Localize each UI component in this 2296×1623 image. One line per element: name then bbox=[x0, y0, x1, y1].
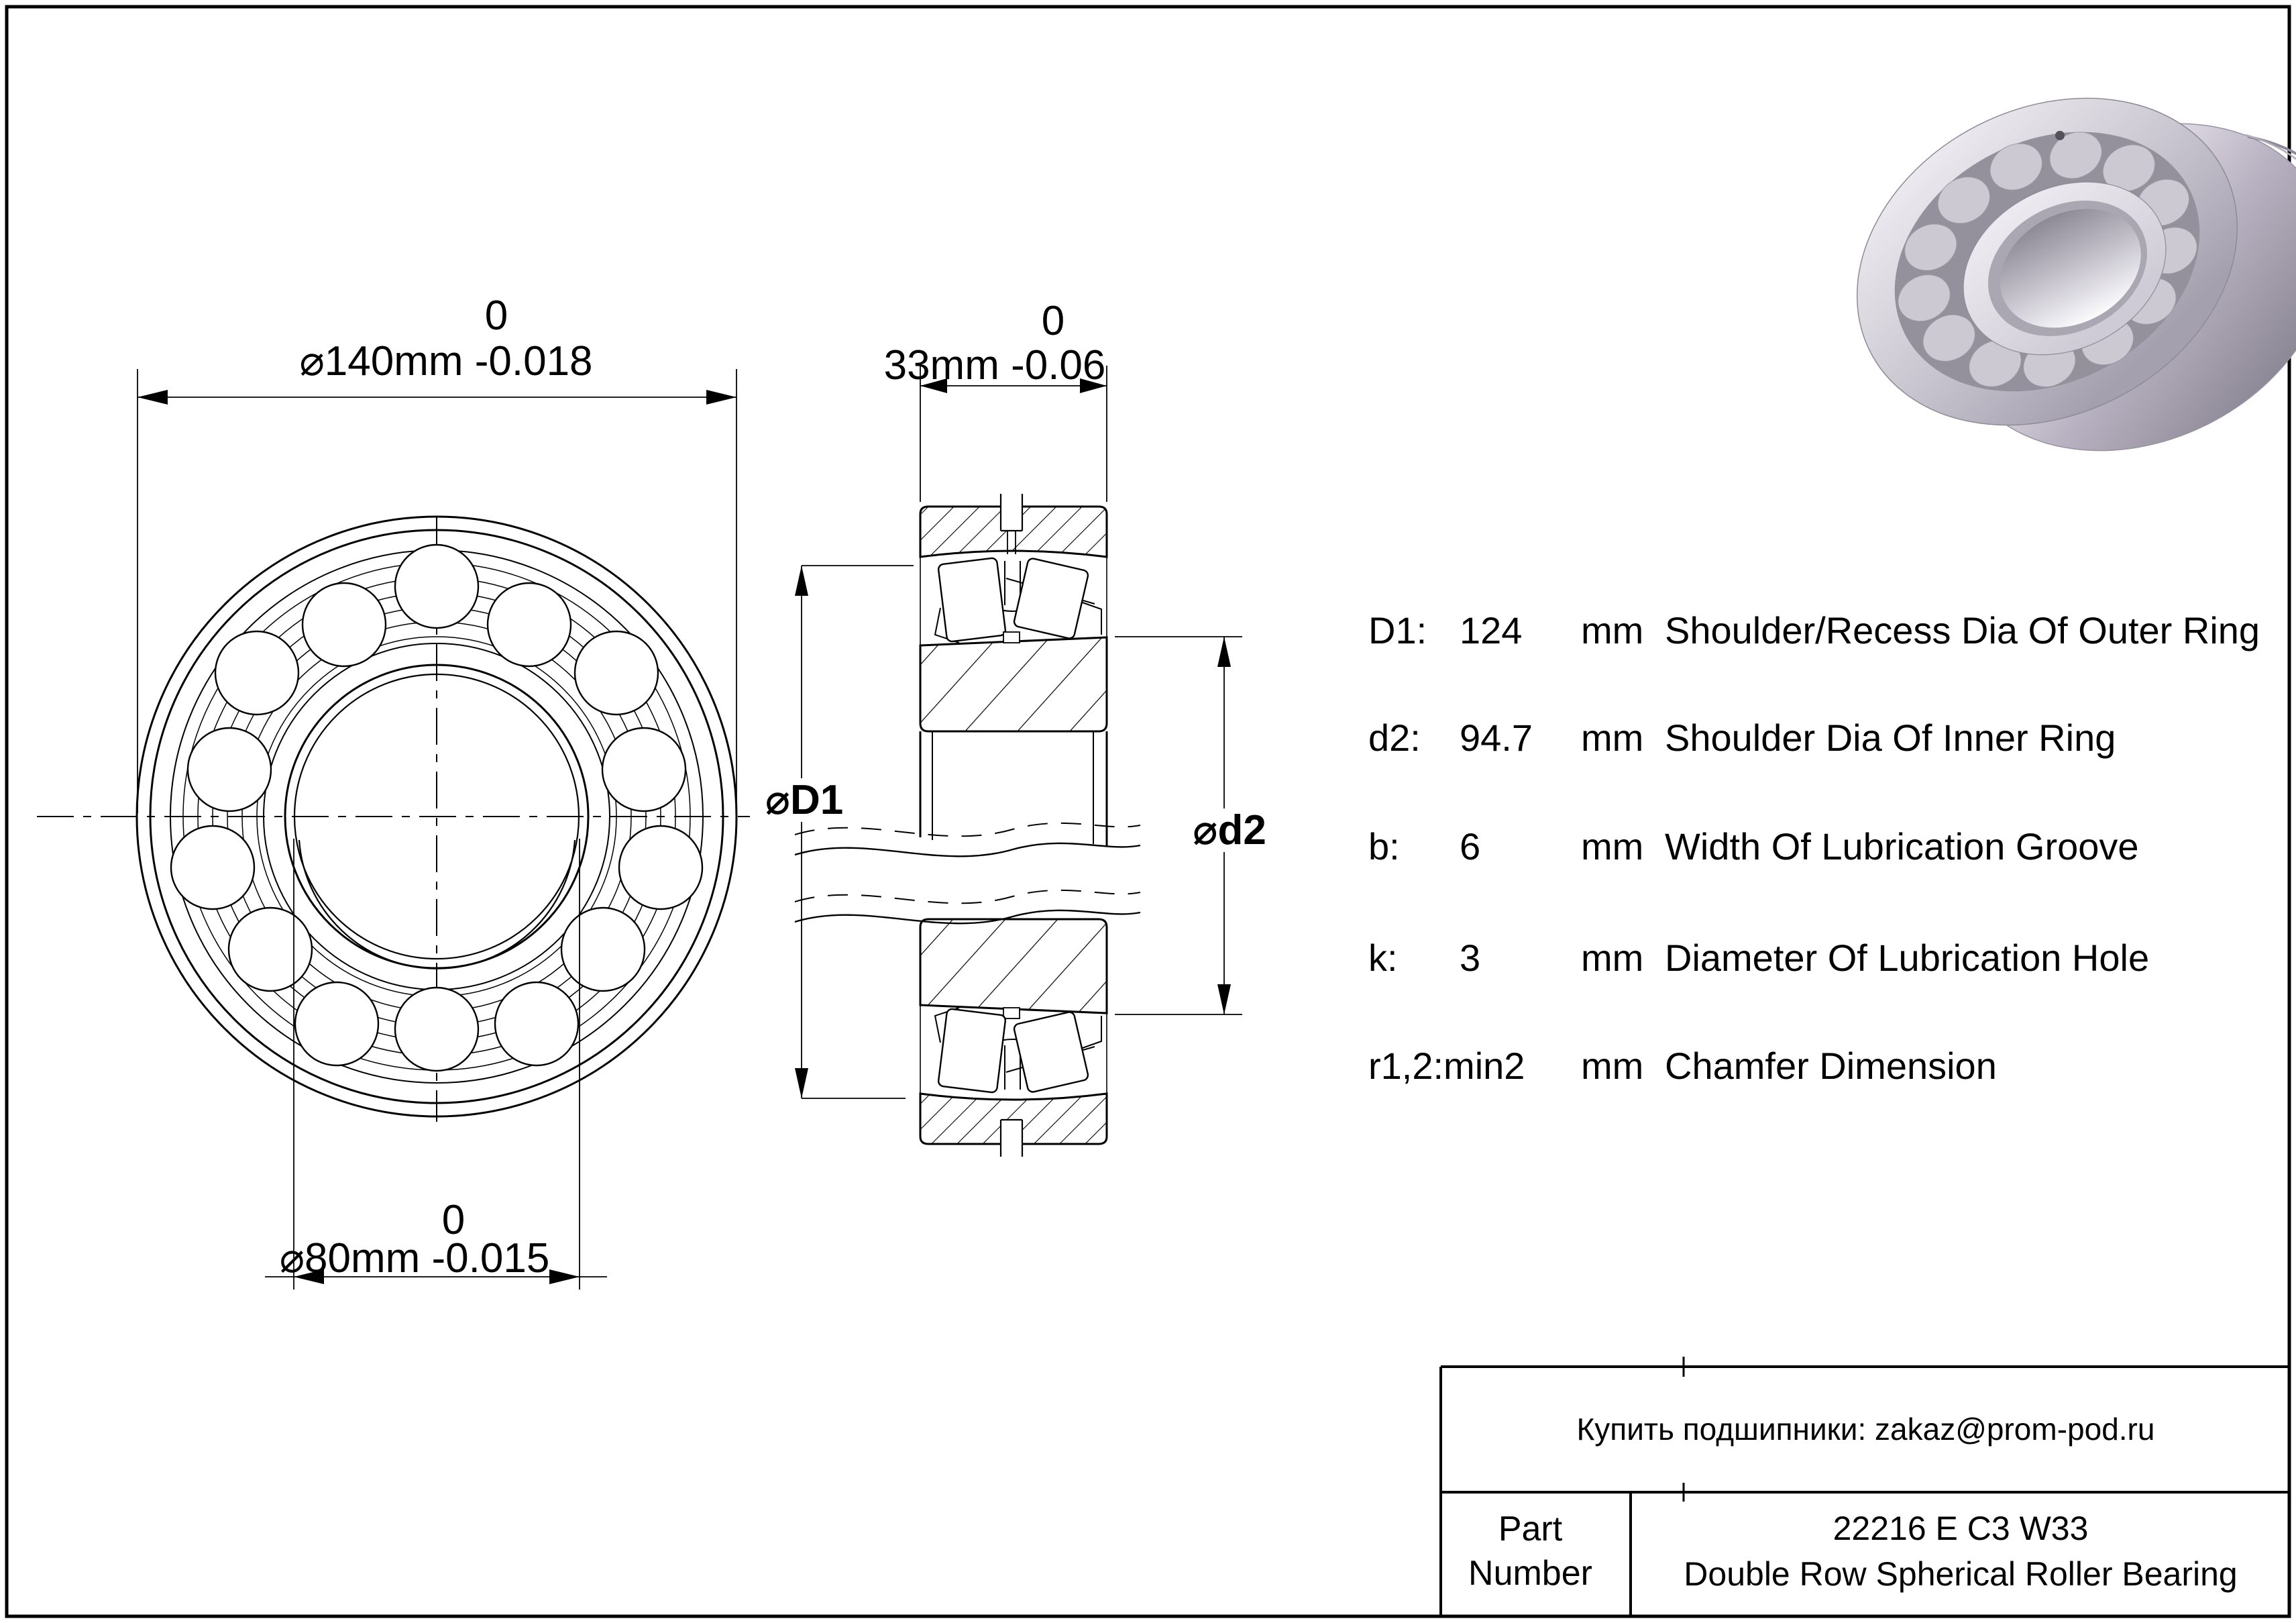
d1-dim-label: ⌀D1 bbox=[750, 778, 859, 822]
spec-label: r1,2:min2 bbox=[1368, 1045, 1525, 1087]
break-lines bbox=[795, 823, 1140, 923]
bore-dim-tolerance: 0 bbox=[441, 1197, 466, 1243]
bore-dim-text: ⌀80mm -0.015 bbox=[279, 1235, 550, 1281]
outer-dim-tolerance: 0 bbox=[484, 293, 508, 339]
front-view bbox=[37, 369, 771, 1290]
inner-ring-top-section bbox=[920, 637, 1107, 731]
spec-unit: mm bbox=[1581, 825, 1644, 868]
lubrication-groove-bottom bbox=[1001, 1120, 1022, 1156]
part-number-label: Part Number bbox=[1468, 1510, 1592, 1593]
section-view bbox=[795, 366, 1242, 1157]
contact-line: Купить подшипники: zakaz@prom-pod.ru bbox=[1576, 1412, 2155, 1447]
spec-description: Width Of Lubrication Groove bbox=[1665, 825, 2139, 868]
arrowhead-down bbox=[795, 1068, 808, 1098]
spec-description: Shoulder/Recess Dia Of Outer Ring bbox=[1665, 609, 2260, 651]
spec-label: d2: bbox=[1368, 717, 1421, 759]
width-dim-tolerance: 0 bbox=[1041, 298, 1065, 344]
part-description: Double Row Spherical Roller Bearing bbox=[1684, 1555, 2238, 1593]
arrowhead-right bbox=[706, 390, 736, 405]
inner-ring-flange-notch bbox=[1003, 1008, 1020, 1018]
spec-value: 3 bbox=[1460, 937, 1481, 979]
arrowhead-left bbox=[138, 390, 168, 405]
spec-label: k: bbox=[1368, 937, 1398, 979]
spec-description: Shoulder Dia Of Inner Ring bbox=[1665, 717, 2116, 759]
spec-label: b: bbox=[1368, 825, 1400, 868]
inner-ring-flange-notch bbox=[1003, 632, 1020, 643]
lubrication-groove-top bbox=[1001, 494, 1022, 530]
d2-dim-label: ⌀d2 bbox=[1175, 808, 1284, 852]
roller-section bbox=[938, 1008, 1005, 1093]
spec-value: 6 bbox=[1460, 825, 1481, 868]
width-dim-text: 33mm -0.06 bbox=[883, 342, 1106, 388]
arrowhead-up bbox=[1217, 637, 1231, 667]
spec-unit: mm bbox=[1581, 717, 1644, 759]
spec-unit: mm bbox=[1581, 937, 1644, 979]
arrowhead-up bbox=[795, 566, 808, 596]
roller-section bbox=[938, 558, 1005, 642]
render-lubrication-hole bbox=[2055, 131, 2065, 140]
spec-value: 94.7 bbox=[1460, 717, 1533, 759]
outer-dim-text: ⌀140mm -0.018 bbox=[299, 338, 593, 384]
roller-section bbox=[1013, 558, 1089, 639]
part-number-value: 22216 E C3 W33 bbox=[1833, 1510, 2089, 1547]
spec-description: Chamfer Dimension bbox=[1665, 1045, 1997, 1087]
spec-unit: mm bbox=[1581, 1045, 1644, 1087]
spec-value: 124 bbox=[1460, 609, 1523, 651]
spec-unit: mm bbox=[1581, 609, 1644, 651]
spec-label: D1: bbox=[1368, 609, 1427, 651]
inner-ring-bottom-section bbox=[920, 919, 1107, 1013]
spec-description: Diameter Of Lubrication Hole bbox=[1665, 937, 2150, 979]
roller-section bbox=[1013, 1011, 1089, 1093]
bearing-3d-render bbox=[1801, 35, 2296, 513]
arrowhead-down bbox=[1217, 984, 1231, 1014]
